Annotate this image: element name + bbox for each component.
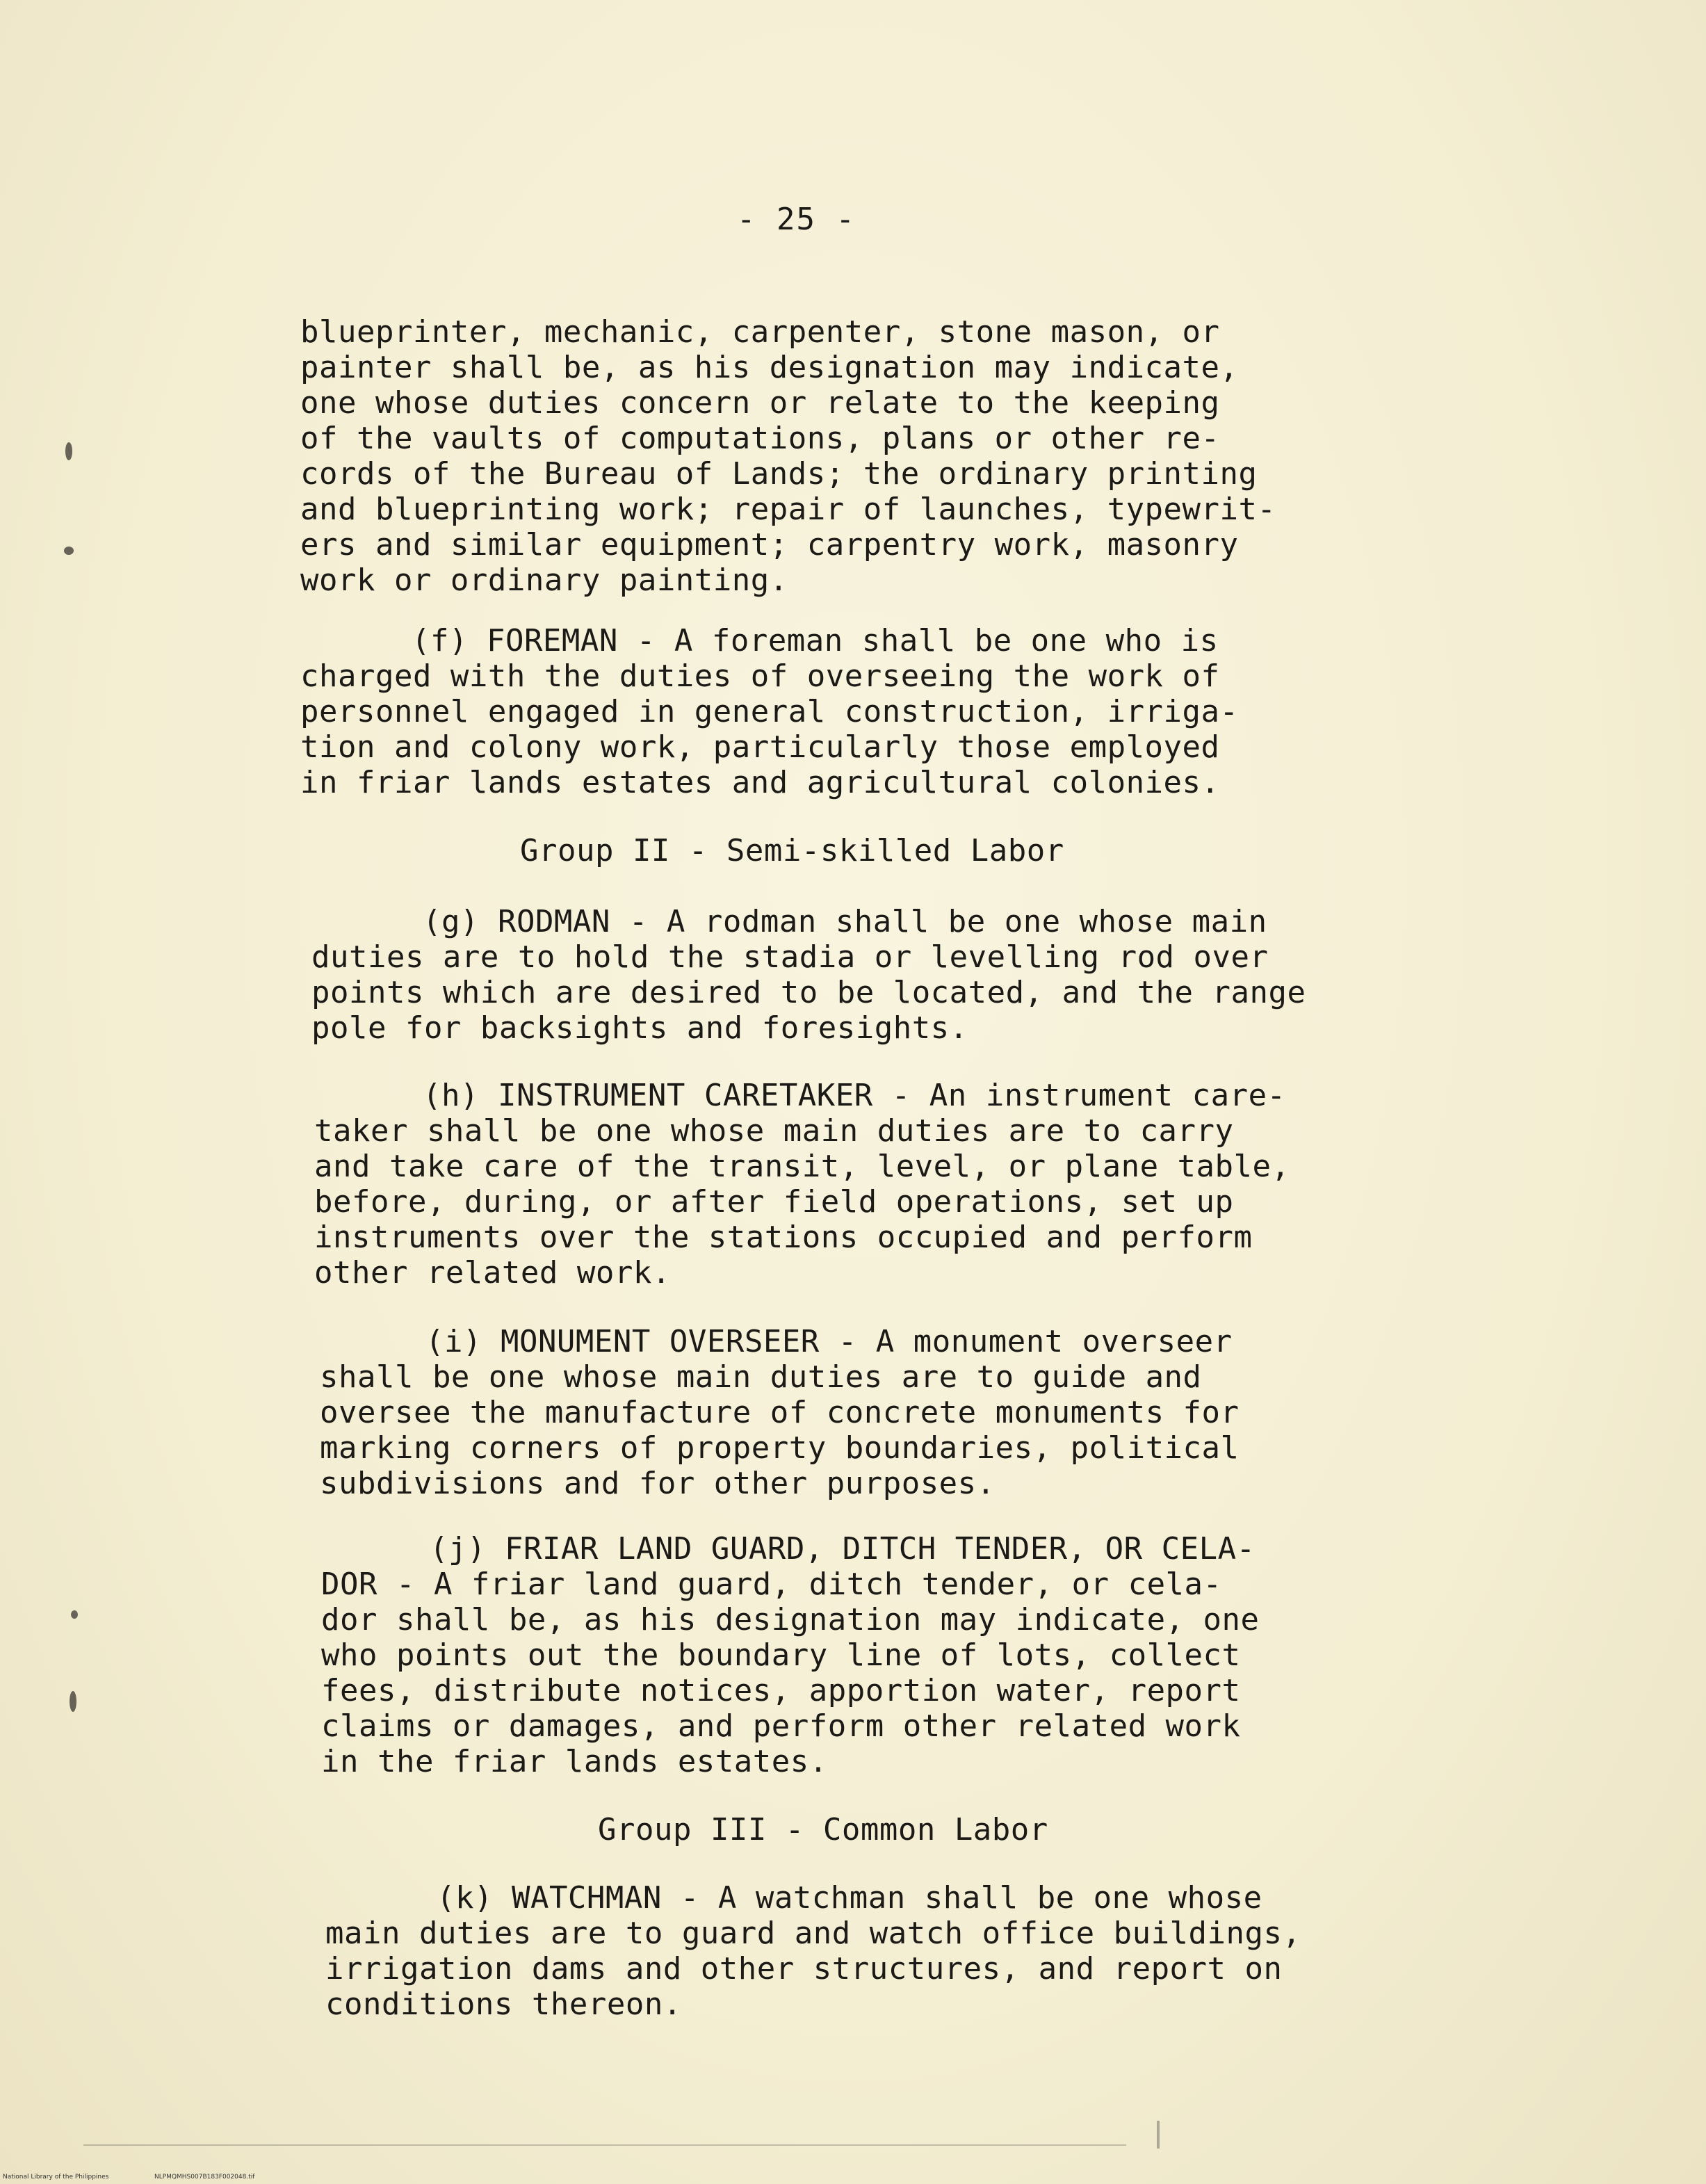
text-line: ers and similar equipment; carpentry work, masonry: [300, 527, 1239, 563]
text-line: tion and colony work, particularly those employed: [300, 729, 1220, 765]
text-line: pole for backsights and foresights.: [311, 1010, 968, 1046]
footer-library-label: National Library of the Philippines: [3, 2174, 109, 2181]
text-line: dor shall be, as his designation may indicate, one: [321, 1602, 1260, 1637]
text-line: blueprinter, mechanic, carpenter, stone mason, or: [300, 314, 1220, 350]
text-line: shall be one whose main duties are to guide and: [320, 1359, 1202, 1395]
text-line: fees, distribute notices, apportion water, report: [321, 1673, 1241, 1708]
text-line: (j) FRIAR LAND GUARD, DITCH TENDER, OR CELA-: [430, 1531, 1256, 1567]
paragraph-friar-land-guard: [300, 1531, 1468, 1779]
scan-smudge-mark: [1157, 2121, 1160, 2149]
text-line: marking corners of property boundaries, political: [320, 1430, 1240, 1466]
binding-hole-mark: [71, 1610, 78, 1619]
text-line: and blueprinting work; repair of launches, typewrit-: [300, 492, 1276, 527]
text-line: oversee the manufacture of concrete monuments for: [320, 1395, 1240, 1430]
group-heading-semi-skilled: Group II - Semi-skilled Labor: [520, 833, 1064, 868]
binding-hole-mark: [65, 442, 72, 460]
paragraph-foreman: [300, 623, 1468, 800]
text-line: DOR - A friar land guard, ditch tender, or cela-: [321, 1567, 1222, 1602]
text-line: (h) INSTRUMENT CARETAKER - An instrument care-: [423, 1078, 1286, 1113]
text-line: painter shall be, as his designation may indicate,: [300, 350, 1239, 385]
text-line: who points out the boundary line of lots, collect: [321, 1637, 1241, 1673]
group-heading-common-labor: Group III - Common Labor: [598, 1812, 1048, 1847]
binding-hole-mark: [70, 1691, 76, 1712]
text-line: (g) RODMAN - A rodman shall be one whose main: [423, 904, 1267, 939]
page-number: - 25 -: [737, 202, 856, 237]
binding-hole-mark: [64, 547, 74, 555]
text-line: of the vaults of computations, plans or other re-: [300, 421, 1220, 456]
text-line: irrigation dams and other structures, and report on: [325, 1951, 1283, 1987]
text-line: taker shall be one whose main duties are to carry: [314, 1113, 1234, 1149]
text-line: instruments over the stations occupied and perform: [314, 1220, 1253, 1255]
text-line: one whose duties concern or relate to the keeping: [300, 385, 1220, 421]
text-line: cords of the Bureau of Lands; the ordinary printing: [300, 456, 1258, 492]
text-line: in friar lands estates and agricultural colonies.: [300, 765, 1220, 800]
paragraph-monument-overseer: [300, 1324, 1468, 1501]
text-line: work or ordinary painting.: [300, 563, 788, 598]
text-line: points which are desired to be located, and the range: [311, 975, 1306, 1010]
text-line: personnel engaged in general construction, irriga-: [300, 694, 1239, 729]
text-line: conditions thereon.: [325, 1987, 682, 2022]
text-line: other related work.: [314, 1255, 671, 1291]
text-line: main duties are to guard and watch office buildings,: [325, 1916, 1301, 1951]
text-line: charged with the duties of overseeing the work of: [300, 658, 1220, 694]
paragraph-rodman: [300, 904, 1468, 1046]
paragraph-watchman: [300, 1880, 1468, 2022]
scan-smudge-line: [83, 2144, 1126, 2146]
text-line: (f) FOREMAN - A foreman shall be one who is: [412, 623, 1219, 658]
text-line: and take care of the transit, level, or plane table,: [314, 1149, 1290, 1184]
paragraph-instrument-caretaker: [300, 1078, 1468, 1291]
text-line: subdivisions and for other purposes.: [320, 1466, 996, 1501]
text-line: before, during, or after field operations, set up: [314, 1184, 1234, 1220]
text-line: (i) MONUMENT OVERSEER - A monument overseer: [425, 1324, 1233, 1359]
footer-file-id: NLPMQMHS007B183F002048.tif: [154, 2174, 255, 2181]
text-line: claims or damages, and perform other related work: [321, 1708, 1241, 1744]
paragraph-continuation: [300, 314, 1468, 598]
text-line: (k) WATCHMAN - A watchman shall be one whose: [437, 1880, 1262, 1916]
text-line: in the friar lands estates.: [321, 1744, 828, 1779]
text-line: duties are to hold the stadia or levelling rod over: [311, 939, 1269, 975]
